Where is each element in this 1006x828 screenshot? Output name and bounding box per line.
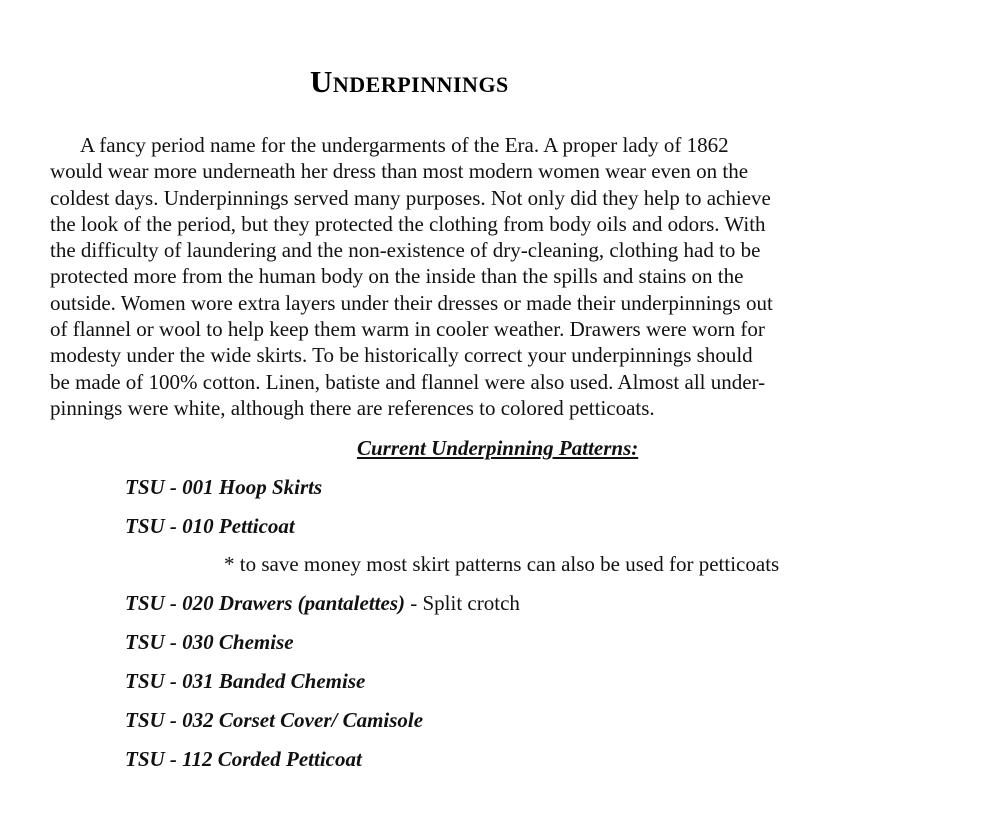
pattern-code: TSU - 020 Drawers (pantalettes) xyxy=(125,591,405,615)
patterns-heading: Current Underpinning Patterns: xyxy=(357,436,639,460)
intro-line: outside. Women wore extra layers under their dresses or made their underpinnings out xyxy=(50,290,773,315)
intro-line: modesty under the wide skirts. To be historically correct your underpinnings should xyxy=(50,343,753,368)
pattern-code: TSU - 001 Hoop Skirts xyxy=(125,475,323,499)
intro-line: protected more from the human body on the inside than the spills and stains on the xyxy=(50,264,744,289)
intro-line: pinnings were white, although there are references to colored petticoats. xyxy=(50,395,655,420)
page-title: Underpinnings xyxy=(310,64,509,99)
intro-line: A fancy period name for the undergarments of the Era. A proper lady of 1862 xyxy=(80,133,729,157)
pattern-desc: - Split crotch xyxy=(405,591,520,615)
pattern-code: TSU - 010 Petticoat xyxy=(125,514,295,538)
intro-line: the difficulty of laundering and the non-existence of dry-cleaning, clothing had to be xyxy=(50,238,761,263)
intro-line: the look of the period, but they protected the clothing from body oils and odors. With xyxy=(50,211,766,236)
intro-line: of flannel or wool to help keep them warm in cooler weather. Drawers were worn for xyxy=(50,317,765,342)
intro-line: coldest days. Underpinnings served many purposes. Not only did they help to achieve xyxy=(50,185,771,210)
petticoat-note: * to save money most skirt patterns can also be used for petticoats xyxy=(224,552,780,576)
pattern-code: TSU - 030 Chemise xyxy=(125,630,294,654)
pattern-item xyxy=(125,669,365,694)
pattern-item xyxy=(125,708,423,733)
pattern-code: TSU - 112 Corded Petticoat xyxy=(125,747,362,771)
pattern-item xyxy=(125,514,295,539)
pattern-item xyxy=(125,630,294,655)
pattern-item xyxy=(125,475,322,500)
pattern-item xyxy=(125,747,362,772)
pattern-code: TSU - 032 Corset Cover/ Camisole xyxy=(125,708,424,732)
intro-line: be made of 100% cotton. Linen, batiste and flannel were also used. Almost all under- xyxy=(50,369,766,394)
intro-paragraph xyxy=(50,132,926,421)
pattern-item xyxy=(125,591,520,616)
intro-line: would wear more underneath her dress than most modern women wear even on the xyxy=(50,159,749,184)
pattern-code: TSU - 031 Banded Chemise xyxy=(125,669,366,693)
